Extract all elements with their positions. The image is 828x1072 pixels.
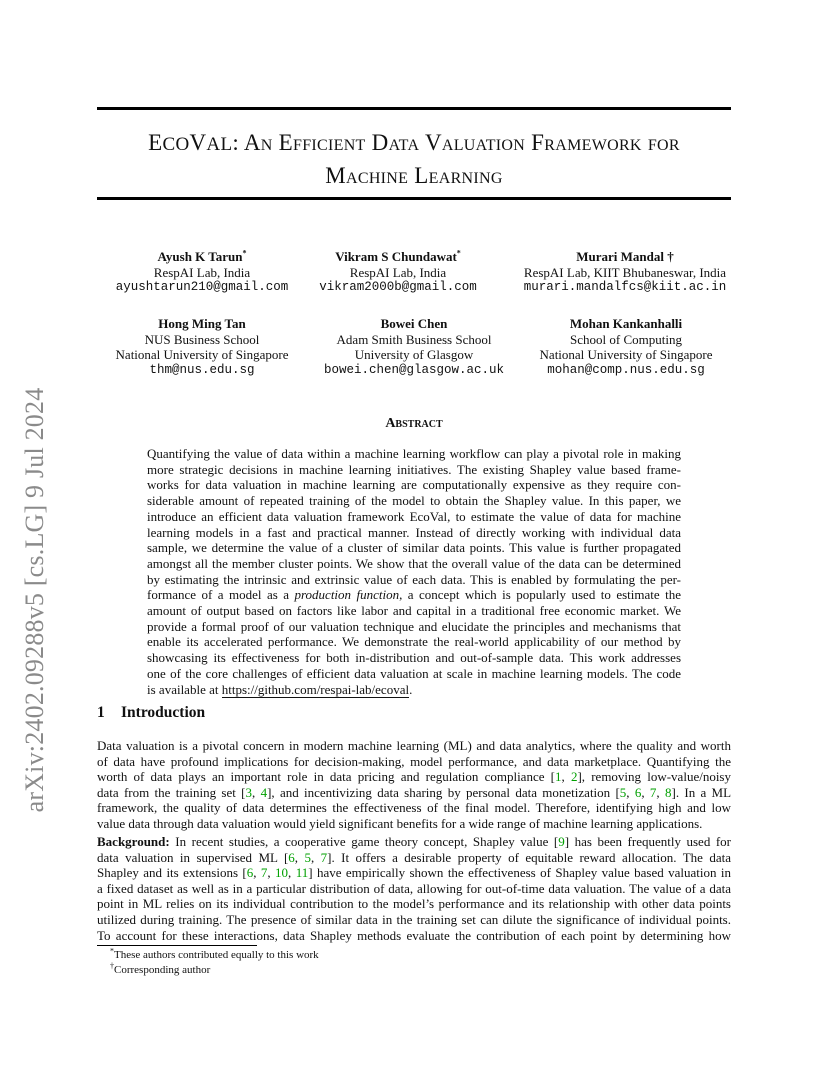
citation-link[interactable]: 8: [664, 784, 672, 800]
citation-link[interactable]: 1: [555, 769, 562, 785]
author-block: Vikram S Chundawat* RespAI Lab, India vikram2000b@gmail.com: [288, 249, 508, 296]
footnote-rule: [97, 945, 257, 946]
citation-link[interactable]: 5: [619, 784, 627, 800]
citation-link[interactable]: 6: [634, 784, 642, 800]
citation-link[interactable]: 4: [260, 784, 268, 800]
author-block: Hong Ming Tan NUS Business School National University of Singapore thm@nus.edu.sg: [92, 316, 312, 378]
author-block: Bowei Chen Adam Smith Business School University of Glasgow bowei.chen@glasgow.ac.uk: [304, 316, 524, 378]
citation-link[interactable]: 2: [570, 769, 578, 785]
background-paragraph: Background: In recent studies, a cooperative game theory concept, Shapley value [9] has been frequently used for data valuation in supervised ML [6, 5, 7]. It offers a desirable property of equitable reward allocation. The data Shapley and its extensions [6, 7, 10, 11] have empirically shown the effectiveness of Shapley value based valuation in a fixed dataset as well as in a particular distribution of data, allowing for out-of-time data valuation. The value of a data point in ML relies on its individual contribution to the model’s performance and its relationship with other data points utilized during training. The presence of similar data in the training set can dilute the significance of individual points. To account for these interactions, data Shapley methods evaluate the contribution of each point by determining how: [97, 834, 732, 943]
author-email[interactable]: thm@nus.edu.sg: [149, 362, 255, 377]
citation-link[interactable]: 7: [320, 849, 328, 865]
title-top-rule: [97, 107, 731, 110]
footnote: †Corresponding author: [110, 961, 211, 976]
citation-link[interactable]: 10: [275, 865, 289, 881]
abstract-heading: Abstract: [385, 416, 443, 431]
citation-link[interactable]: 11: [295, 865, 309, 881]
author-email[interactable]: vikram2000b@gmail.com: [319, 280, 477, 294]
intro-paragraph: Data valuation is a pivotal concern in modern machine learning (ML) and data analytics, where the quality and worth of data have profound implications for decision-making, model performance, and data marketplace. Quantifying the worth of data plays an important role in data pricing and regulation compliance [1, 2], removing low-value/noisy data from the training set [3, 4], and incentivizing data sharing by personal data monetization [5, 6, 7, 8]. In a ML framework, the quality of data determines the effectiveness of the final model. Therefore, identifying high and low value data through data valuation would yield significant benefits for a wide range of machine learning applications.: [97, 738, 732, 831]
author-email[interactable]: mohan@comp.nus.edu.sg: [547, 362, 705, 377]
author-email[interactable]: ayushtarun210@gmail.com: [115, 280, 289, 294]
citation-link[interactable]: 7: [649, 784, 657, 800]
code-link[interactable]: https://github.com/respai-lab/ecoval: [221, 681, 410, 697]
author-block: Murari Mandal † RespAI Lab, KIIT Bhubaneswar, India murari.mandalfcs@kiit.ac.in: [500, 249, 750, 296]
author-block: Ayush K Tarun* RespAI Lab, India ayushtarun210@gmail.com: [92, 249, 312, 296]
paper-title: ECOVAL: An Efficient Data Valuation Framework for Machine Learning: [148, 130, 680, 188]
author-email[interactable]: bowei.chen@glasgow.ac.uk: [323, 362, 505, 377]
author-email[interactable]: murari.mandalfcs@kiit.ac.in: [523, 280, 727, 294]
title-bottom-rule: [97, 197, 731, 200]
author-block: Mohan Kankanhalli School of Computing National University of Singapore mohan@comp.nus.edu.sg: [516, 316, 736, 378]
citation-link[interactable]: 3: [245, 784, 253, 800]
citation-link[interactable]: 6: [246, 865, 254, 881]
arxiv-identifier: arXiv:2402.09288v5 [cs.LG] 9 Jul 2024: [20, 387, 49, 813]
citation-link[interactable]: 5: [304, 849, 311, 865]
citation-link[interactable]: 9: [558, 834, 565, 849]
abstract-body: Quantifying the value of data within a machine learning workflow can play a pivotal role in making more strategic decisions in machine learning initiatives. The existing Shapley value based frame- works for data valuation in machine learning are computationally expensive as they require con- siderable amount of repeated training of the model to obtain the Shapley value. In this paper, we introduce an efficient data valuation framework EcoVal, to estimate the value of data for machine learning models in a fast and practical manner. Instead of directly working with individual data sample, we determine the value of a cluster of similar data points. This value is further propagated amongst all the member cluster points. We show that the overall value of the data can be determined by estimating the intrinsic and extrinsic value of each data. This is enabled by formulating the per- formance of a model as a production function, a concept which is popularly used to estimate the amount of output based on factors like labor and capital in a traditional free economic market. We provide a formal proof of our valuation technique and elucidate the principles and mechanisms that enable its accelerated performance. We demonstrate the real-world applicability of our method by showcasing its effectiveness for both in-distribution and out-of-sample data. This work addresses one of the core challenges of efficient data valuation at scale in machine learning models. The code is available at https://github.com/respai-lab/ecoval.: [147, 446, 681, 697]
citation-link[interactable]: 7: [260, 865, 268, 881]
citation-link[interactable]: 6: [288, 849, 295, 865]
footnote: *These authors contributed equally to this work: [110, 946, 319, 961]
section-heading: 1 Introduction: [97, 704, 206, 721]
